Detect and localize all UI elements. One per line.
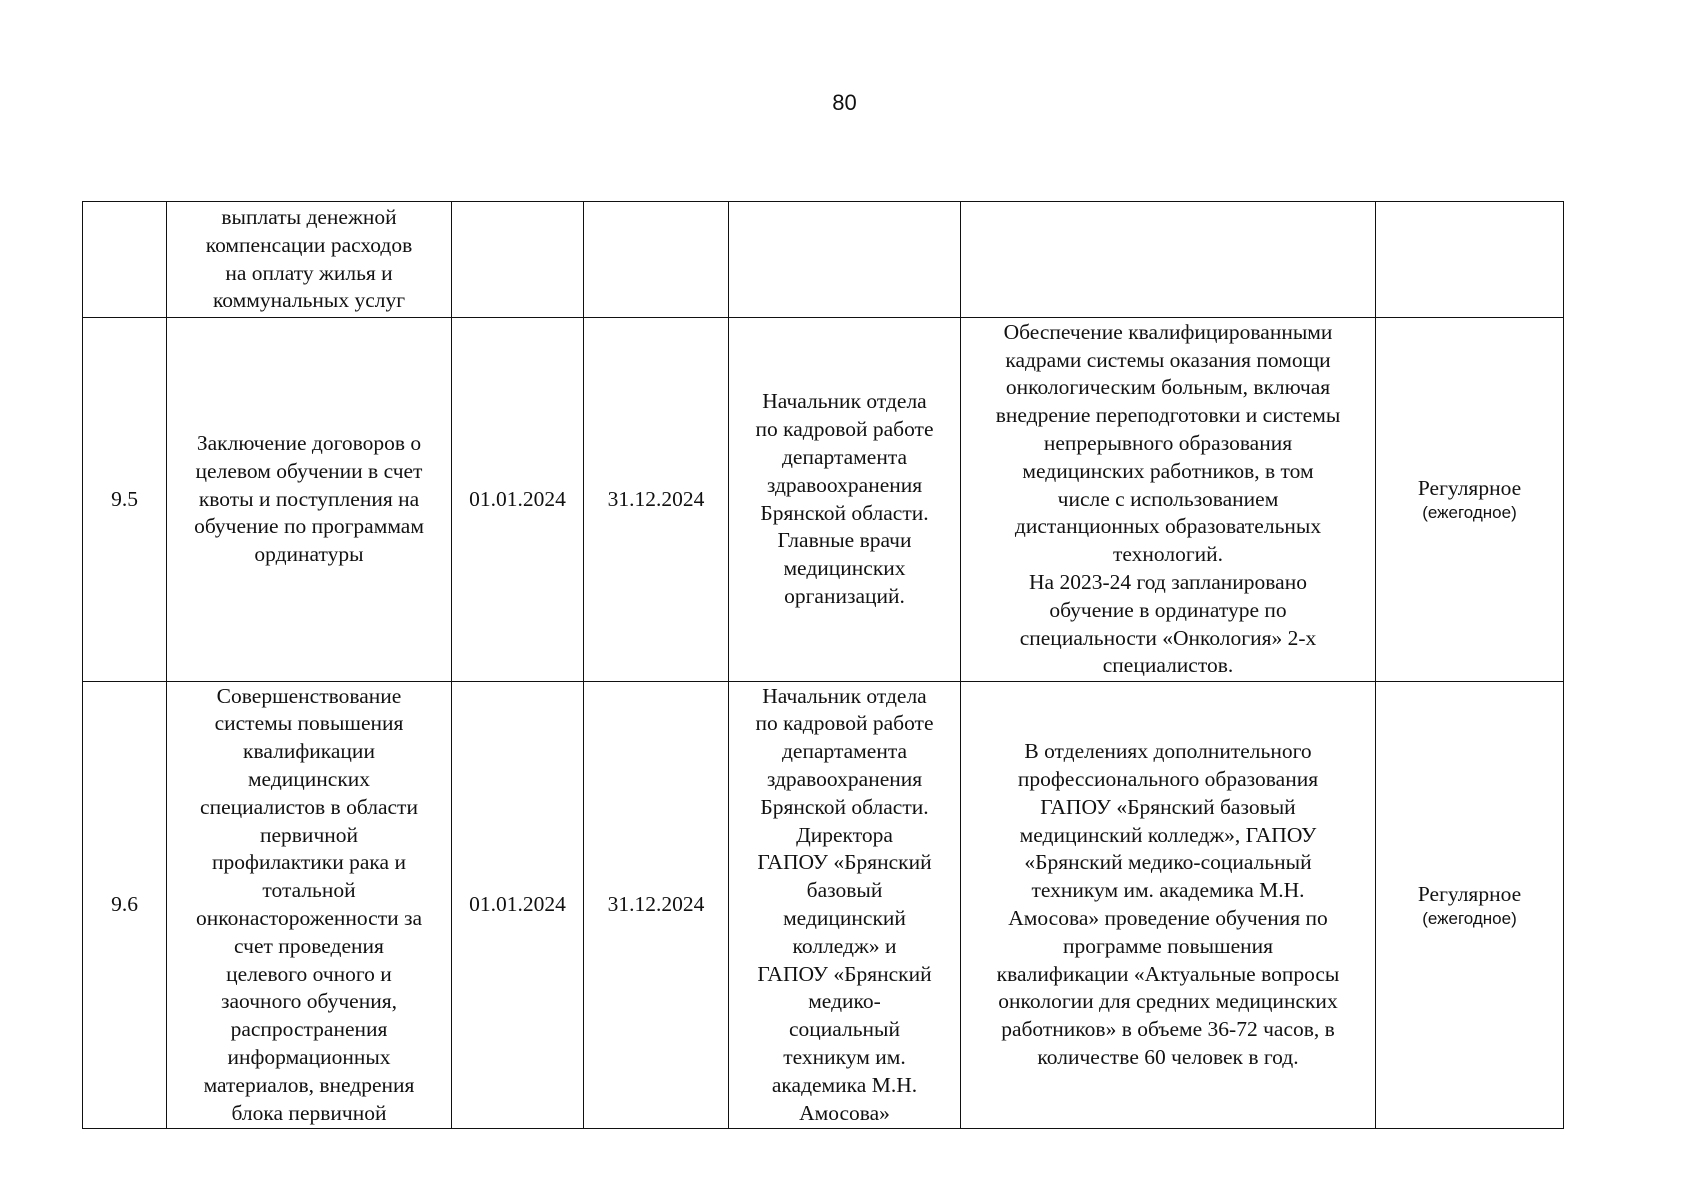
cell-end-date: 31.12.2024 xyxy=(584,318,729,682)
cell-responsible: Начальник отдела по кадровой работе департамента здравоохранения Брянской области. Главные врачи медицинских организаций. xyxy=(729,318,961,682)
cell-result: В отделениях дополнительного профессионального образования ГАПОУ «Брянский базовый медицинский колледж», ГАПОУ «Брянский медико-социальный техникум им. академика М.Н. Амосова» проведение обучения по программе повышения квалификации «Актуальные вопросы онкологии для средних медицинских работников» в объеме 36-72 часов, в количестве 60 человек в год. xyxy=(961,682,1376,1129)
cell-responsible xyxy=(729,202,961,318)
cell-responsible: Начальник отдела по кадровой работе департамента здравоохранения Брянской области. Директора ГАПОУ «Брянский базовый медицинский колледж» и ГАПОУ «Брянский медико- социальный техникум им. академика М.Н. Амосова» xyxy=(729,682,961,1129)
cell-end-date: 31.12.2024 xyxy=(584,682,729,1129)
cell-end-date xyxy=(584,202,729,318)
cell-result: Обеспечение квалифицированными кадрами системы оказания помощи онкологическим больным, включая внедрение переподготовки и системы непрерывного образования медицинских работников, в том числе с использованием дистанционных образовательных технологий. На 2023-24 год запланировано обучение в ординатуре по специальности «Онкология» 2-х специалистов. xyxy=(961,318,1376,682)
cell-frequency xyxy=(1376,202,1564,318)
table-row xyxy=(83,202,1564,318)
cell-number: 9.6 xyxy=(83,682,167,1129)
table-row xyxy=(83,682,1564,1129)
cell-frequency: Регулярное (ежегодное) xyxy=(1376,318,1564,682)
plan-table xyxy=(82,201,1564,1129)
cell-number xyxy=(83,202,167,318)
cell-start-date: 01.01.2024 xyxy=(452,682,584,1129)
cell-start-date xyxy=(452,202,584,318)
cell-start-date: 01.01.2024 xyxy=(452,318,584,682)
page-number: 80 xyxy=(832,90,857,115)
cell-number: 9.5 xyxy=(83,318,167,682)
cell-event: выплаты денежной компенсации расходов на оплату жилья и коммунальных услуг xyxy=(167,202,452,318)
table-row xyxy=(83,318,1564,682)
cell-event: Заключение договоров о целевом обучении в счет квоты и поступления на обучение по программам ординатуры xyxy=(167,318,452,682)
cell-frequency: Регулярное (ежегодное) xyxy=(1376,682,1564,1129)
cell-result xyxy=(961,202,1376,318)
cell-event: Совершенствование системы повышения квалификации медицинских специалистов в области первичной профилактики рака и тотальной онконастороженности за счет проведения целевого очного и заочного обучения, распространения информационных материалов, внедрения блока первичной xyxy=(167,682,452,1129)
